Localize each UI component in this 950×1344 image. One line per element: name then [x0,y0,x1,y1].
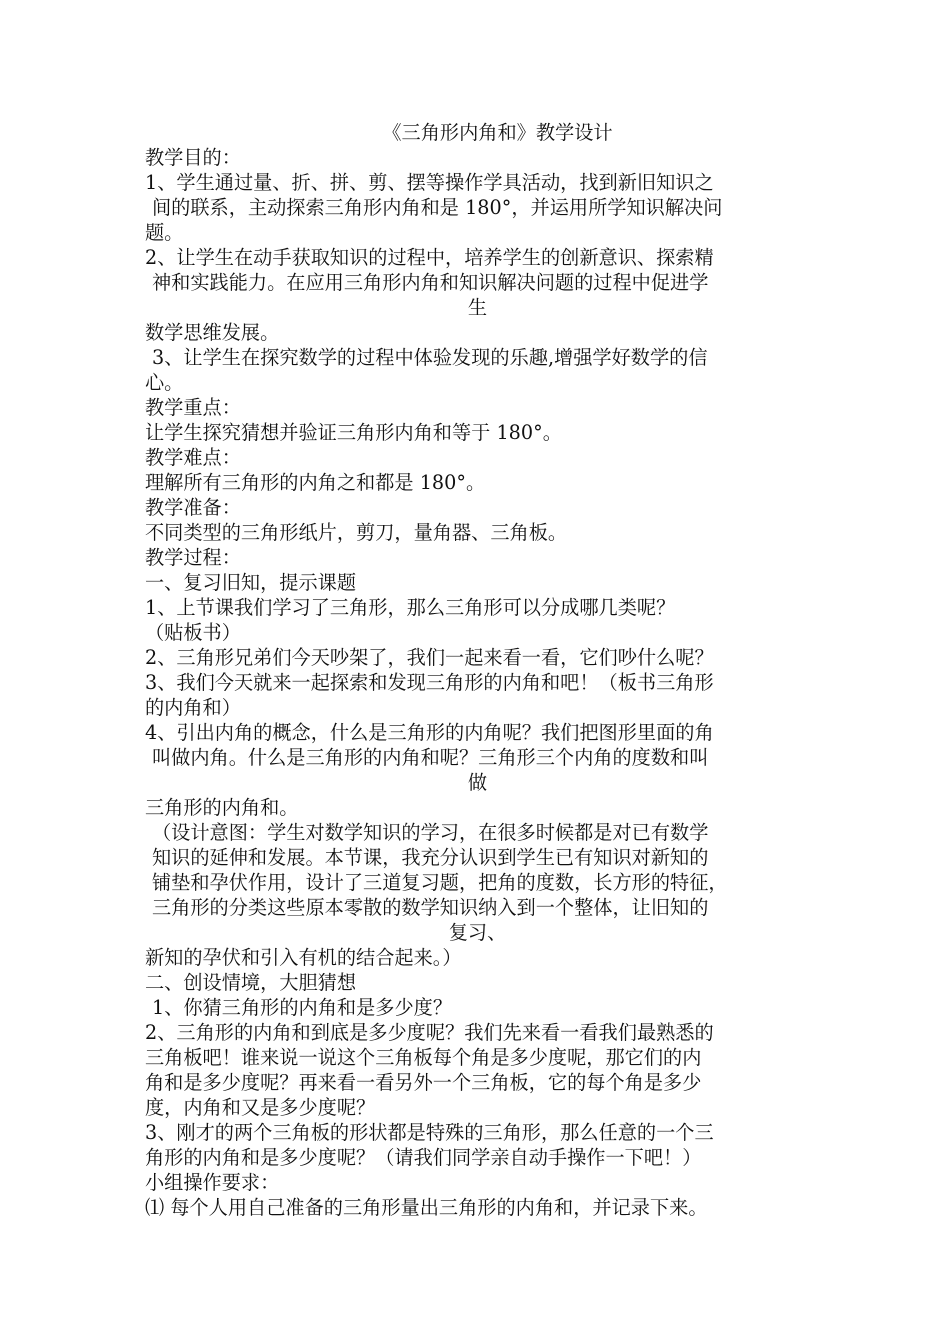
text-line: 理解所有三角形的内角之和都是 180°。 [145,471,486,494]
text-line: 生 [467,296,488,319]
section-heading: 小组操作要求： [145,1171,280,1194]
section-heading: 一、复习旧知，提示课题 [145,571,357,594]
text-line: 的内角和） [145,696,241,719]
section-heading: 教学难点： [145,446,241,469]
text-line: 间的联系，主动探索三角形内角和是 180°，并运用所学知识解决问 [152,196,723,219]
text-line: 三角形的内角和。 [145,796,299,819]
text-line: 角和是多少度呢？再来看一看另外一个三角板，它的每个角是多少 [145,1071,702,1094]
section-heading: 二、创设情境，大胆猜想 [145,971,357,994]
text-line: 心。 [145,371,184,394]
text-line: 题。 [145,221,184,244]
text-line: 1、你猜三角形的内角和是多少度？ [152,996,453,1019]
text-line: 数学思维发展。 [145,321,280,344]
text-line: ⑴ 每个人用自己准备的三角形量出三角形的内角和，并记录下来。 [145,1196,708,1219]
text-line: （贴板书） [145,621,241,644]
text-line: 3、我们今天就来一起探索和发现三角形的内角和吧！（板书三角形 [145,671,714,694]
text-line: 不同类型的三角形纸片，剪刀，量角器、三角板。 [145,521,568,544]
text-line: 复习、 [448,921,507,944]
text-line: （设计意图：学生对数学知识的学习，在很多时候都是对已有数学 [152,821,709,844]
text-line: 新知的孕伏和引入有机的结合起来。） [145,946,462,969]
text-line: 4、引出内角的概念，什么是三角形的内角呢？我们把图形里面的角 [145,721,714,744]
section-heading: 教学过程： [145,546,241,569]
section-heading: 教学准备： [145,496,241,519]
text-line: 2、让学生在动手获取知识的过程中，培养学生的创新意识、探索精 [145,246,714,269]
text-line: 2、三角形的内角和到底是多少度呢？我们先来看一看我们最熟悉的 [145,1021,714,1044]
document-title: 《三角形内角和》教学设计 [382,121,613,144]
section-heading: 教学目的： [145,146,241,169]
text-line: 1、学生通过量、折、拼、剪、摆等操作学具活动，找到新旧知识之 [145,171,714,194]
text-line: 做 [467,771,488,794]
text-line: 让学生探究猜想并验证三角形内角和等于 180°。 [145,421,562,444]
text-line: 铺垫和孕伏作用，设计了三道复习题，把角的度数，长方形的特征， [152,871,728,894]
text-line: 叫做内角。什么是三角形的内角和呢？三角形三个内角的度数和叫 [152,746,709,769]
section-heading: 教学重点： [145,396,241,419]
text-line: 三角形的分类这些原本零散的数学知识纳入到一个整体，让旧知的 [152,896,709,919]
document-body [145,120,810,1220]
text-line: 神和实践能力。在应用三角形内角和知识解决问题的过程中促进学 [152,271,709,294]
text-line: 1、上节课我们学习了三角形，那么三角形可以分成哪几类呢？ [145,596,676,619]
text-line: 2、三角形兄弟们今天吵架了，我们一起来看一看，它们吵什么呢？ [145,646,714,669]
text-line: 度，内角和又是多少度呢？ [145,1096,376,1119]
text-line: 3、刚才的两个三角板的形状都是特殊的三角形，那么任意的一个三 [145,1121,714,1144]
text-line: 3、让学生在探究数学的过程中体验发现的乐趣,增强学好数学的信 [152,346,708,369]
text-line: 角形的内角和是多少度呢？（请我们同学亲自动手操作一下吧！） [145,1146,702,1169]
text-line: 三角板吧！谁来说一说这个三角板每个角是多少度呢，那它们的内 [145,1046,702,1069]
text-line: 知识的延伸和发展。本节课，我充分认识到学生已有知识对新知的 [152,846,709,869]
